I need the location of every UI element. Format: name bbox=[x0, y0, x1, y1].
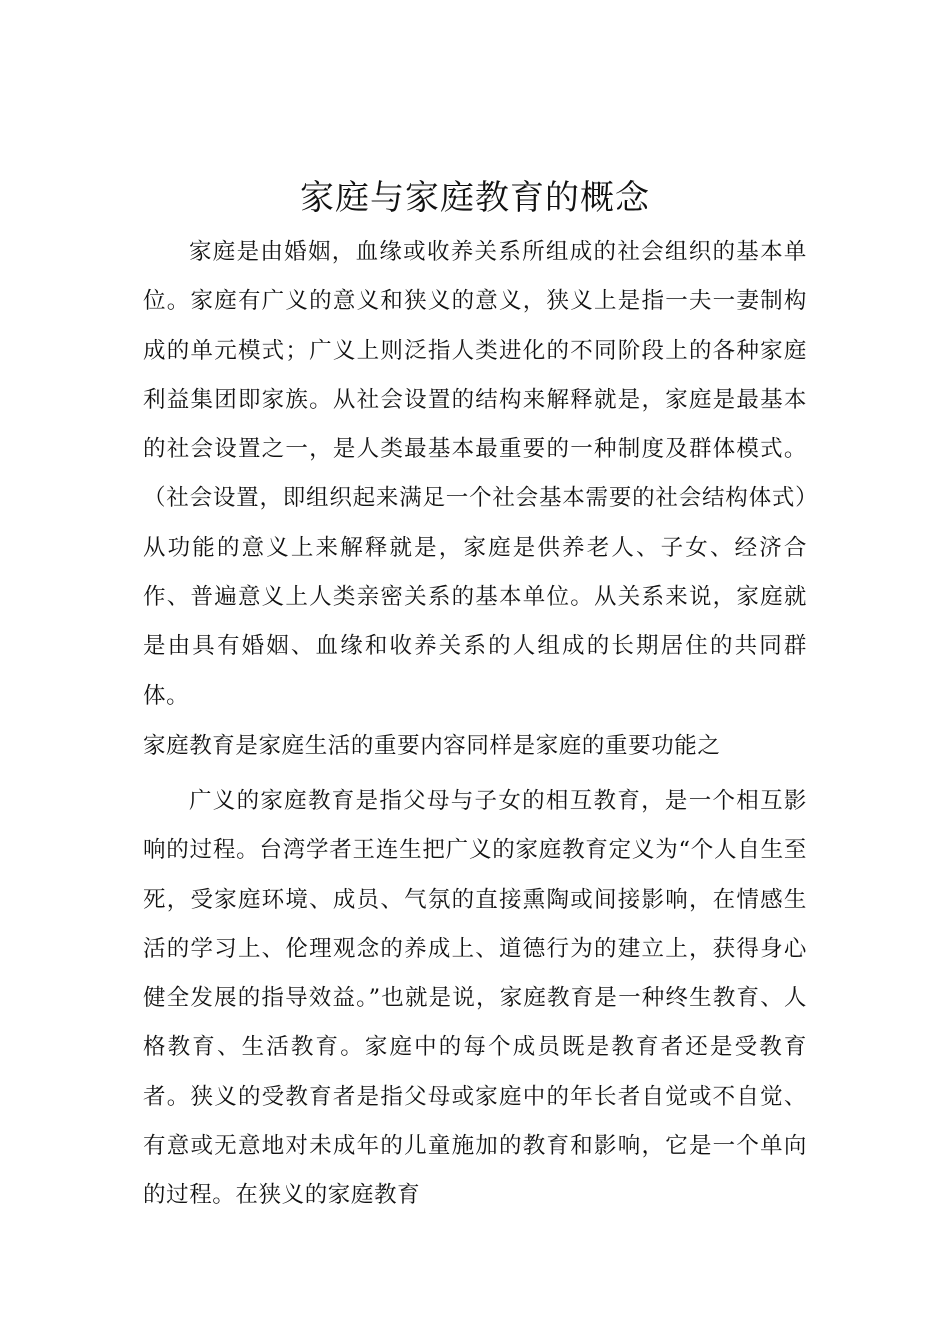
paragraph-family-education-intro: 家庭教育是家庭生活的重要内容同样是家庭的重要功能之 bbox=[143, 733, 721, 759]
document-title: 家庭与家庭教育的概念 bbox=[300, 178, 650, 218]
paragraph-family-definition: 家庭是由婚姻，血缘或收养关系所组成的社会组织的基本单位。家庭有广义的意义和狭义的意义，狭义上是指一夫一妻制构成的单元模式；广义上则泛指人类进化的不同阶段上的各种家庭利益集团即家族。从社会设置的结构来解释就是，家庭是最基本的社会设置之一，是人类最基本最重要的一种制度及群体模式。（社会设置，即组织起来满足一个社会基本需要的社会结构体式）从功能的意义上来解释就是，家庭是供养老人、子女、经济合作、普遍意义上人类亲密关系的基本单位。从关系来说，家庭就是由具有婚姻、血缘和收养关系的人组成的长期居住的共同群体。 bbox=[143, 239, 807, 709]
paragraph-broad-family-education: 广义的家庭教育是指父母与子女的相互教育，是一个相互影响的过程。台湾学者王连生把广义的家庭教育定义为“个人自生至死，受家庭环境、成员、气氛的直接熏陶或间接影响，在情感生活的学习上、伦理观念的养成上、道德行为的建立上，获得身心健全发展的指导效益。”也就是说，家庭教育是一种终生教育、人格教育、生活教育。家庭中的每个成员既是教育者还是受教育者。狭义的受教育者是指父母或家庭中的年长者自觉或不自觉、有意或无意地对未成年的儿童施加的教育和影响，它是一个单向的过程。在狭义的家庭教育 bbox=[143, 788, 807, 1209]
